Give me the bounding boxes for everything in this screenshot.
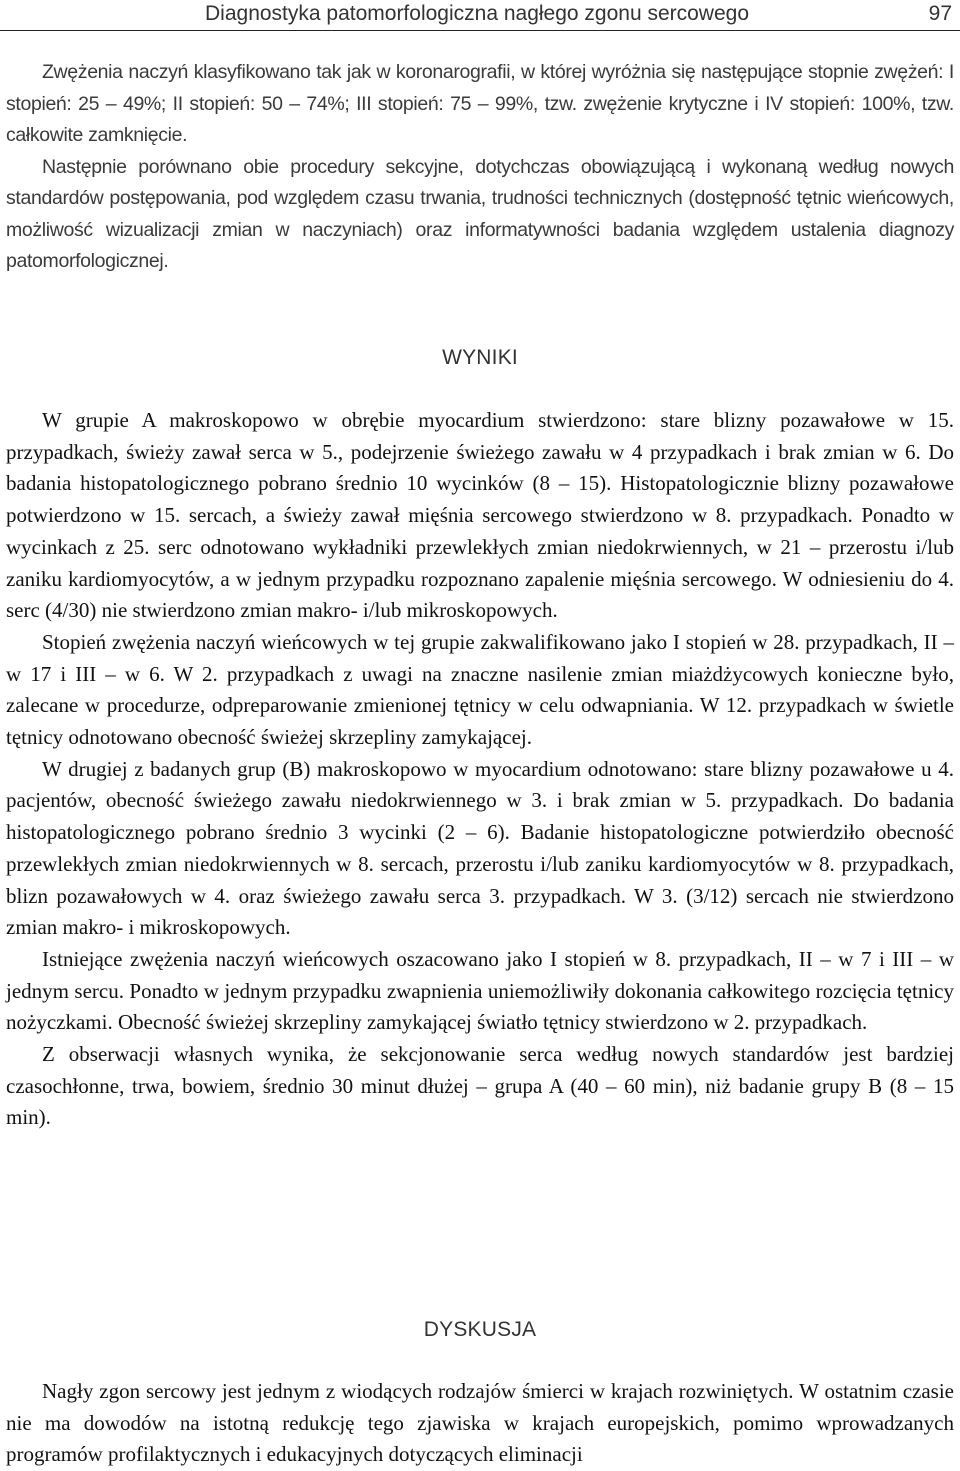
paragraph: W drugiej z badanych grup (B) makroskopowo w myocardium odnotowano: stare blizny pozawałowe u 4. pacjentów, obecność świeżego zawału niedokrwiennego w 3. i brak zmian w 5. przypadkach. Do badania histopatologicznego pobrano średnio 3 wycinki (2 – 6). Badanie histopatologiczne potwierdziło obecność przewlekłych zmian niedokrwiennych w 8. sercach, przerostu i/lub zaniku kardiomyocytów w 8. przypadkach, blizn pozawałowych w 4. oraz świeżego zawału serca 3. przypadkach. W 3. (3/12) sercach nie stwierdzono zmian makro- i mikroskopowych. <box>6 756 954 940</box>
methods-text <box>6 57 954 278</box>
paragraph: W grupie A makroskopowo w obrębie myocardium stwierdzono: stare blizny pozawałowe w 15. przypadkach, świeży zawał serca w 5., podejrzenie świeżego zawału w 4 przypadkach i brak zmian w 6. Do badania histopatologicznego pobrano średnio 10 wycinków (8 – 15). Histopatologicznie blizny pozawałowe potwierdzono w 15. sercach, a świeży zawał mięśnia sercowego stwierdzono w 8. przypadkach. Ponadto w wycinkach z 25. serc odnotowano wykładniki przewlekłych zmian niedokrwiennych, w 21 – przerostu i/lub zaniku kardiomyocytów, a w jednym przypadku rozpoznano zapalenie mięśnia sercowego. W odniesieniu do 4. serc (4/30) nie stwierdzono zmian makro- i/lub mikroskopowych. <box>6 408 954 623</box>
paragraph: Następnie porównano obie procedury sekcyjne, dotychczas obowiązującą i wykonaną według nowych standardów postępowania, pod względem czasu trwania, trudności technicznych (dostępność tętnic wieńcowych, możliwość wizualizacji zmian w naczyniach) oraz informatywności badania względem ustalenia diagnozy patomorfologicznej. <box>6 155 954 272</box>
section-heading-dyskusja: DYSKUSJA <box>423 1318 537 1341</box>
page-number: 97 <box>928 2 952 25</box>
paragraph: Nagły zgon sercowy jest jednym z wiodących rodzajów śmierci w krajach rozwiniętych. W ostatnim czasie nie ma dowodów na istotną redukcję tego zjawiska w krajach europejskich, pomimo wprowadzanych programów profilaktycznych i edukacyjnych dotyczących eliminacji <box>6 1379 954 1467</box>
running-header <box>0 0 960 31</box>
results-text <box>6 405 954 1134</box>
paragraph: Z obserwacji własnych wynika, że sekcjonowanie serca według nowych standardów jest bardziej czasochłonne, trwa, bowiem, średnio 30 minut dłużej – grupa A (40 – 60 min), niż badanie grupy B (8 – 15 min). <box>6 1042 954 1130</box>
section-heading-wyniki: WYNIKI <box>442 346 518 369</box>
running-title: Diagnostyka patomorfologiczna nagłego zgonu sercowego <box>205 2 750 25</box>
paragraph: Stopień zwężenia naczyń wieńcowych w tej grupie zakwalifikowano jako I stopień w 28. przypadkach, II – w 17 i III – w 6. W 2. przypadkach z uwagi na znaczne nasilenie zmian miażdżycowych konieczne było, zalecane w procedurze, odpreparowanie zmienionej tętnicy w celu odwapniania. W 12. przypadkach w świetle tętnicy odnotowano obecność świeżej skrzepliny zamykającej. <box>6 629 954 750</box>
discussion-text <box>6 1376 954 1471</box>
paragraph: Zwężenia naczyń klasyfikowano tak jak w koronarografii, w której wyróżnia się następujące stopnie zwężeń: I stopień: 25 – 49%; II stopień: 50 – 74%; III stopień: 75 – 99%, tzw. zwężenie krytyczne i IV stopień: 100%, tzw. całkowite zamknięcie. <box>6 61 954 146</box>
paragraph: Istniejące zwężenia naczyń wieńcowych oszacowano jako I stopień w 8. przypadkach, II – w 7 i III – w jednym sercu. Ponadto w jednym przypadku zwapnienia uniemożliwiły dokonania całkowitego rozcięcia tętnicy nożyczkami. Obecność świeżej skrzepliny zamykającej światło tętnicy stwierdzono w 2. przypadkach. <box>6 946 954 1035</box>
